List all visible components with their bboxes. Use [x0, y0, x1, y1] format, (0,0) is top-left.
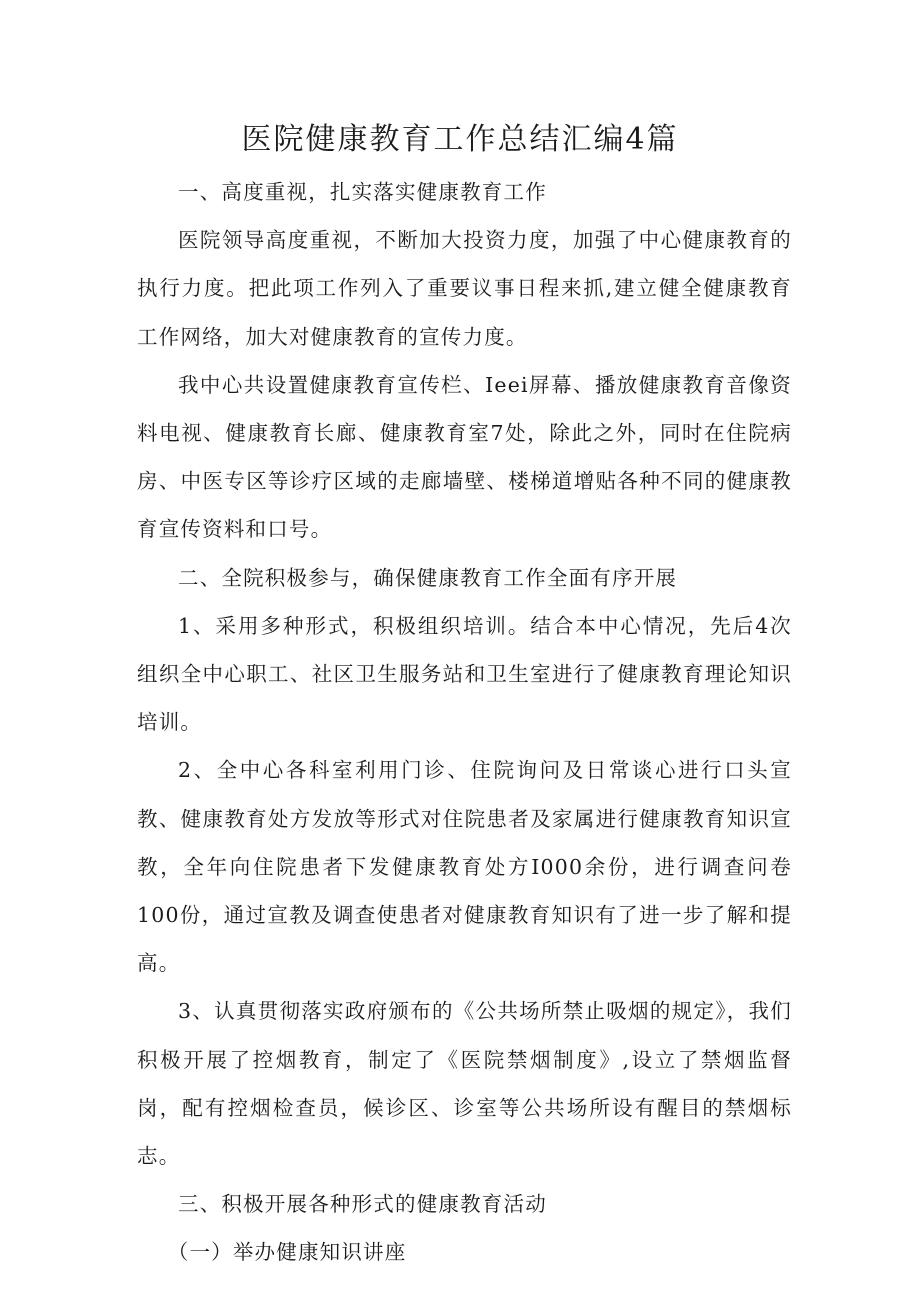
- paragraph-training: 1、采用多种形式，积极组织培训。结合本中心情况，先后4次组织全中心职工、社区卫生服务站和卫生室进行了健康教育理论知识培训。: [137, 613, 792, 735]
- document-title: 医院健康教育工作总结汇编4篇: [241, 122, 679, 157]
- paragraph-tobacco-control: 3、认真贯彻落实政府颁布的《公共场所禁止吸烟的规定》，我们积极开展了控烟教育，制定了《医院禁烟制度》,设立了禁烟监督岗，配有控烟检查员，候诊区、诊室等公共场所设有醒目的禁烟标志。: [137, 999, 792, 1169]
- subsection-heading-1: （一）举办健康知识讲座: [167, 1240, 407, 1265]
- paragraph-facilities: 我中心共设置健康教育宣传栏、Ieei屏幕、播放健康教育音像资料电视、健康教育长廊、健康教育室7处，除此之外，同时在住院病房、中医专区等诊疗区域的走廊墙壁、楼梯道增贴各种不同的健康教育宣传资料和口号。: [137, 372, 792, 542]
- paragraph-leadership: 医院领导高度重视，不断加大投资力度，加强了中心健康教育的执行力度。把此项工作列入了重要议事日程来抓,建立健全健康教育工作网络，加大对健康教育的宣传力度。: [137, 228, 792, 349]
- section-heading-1: 一、高度重视，扎实落实健康教育工作: [178, 180, 547, 204]
- section-heading-2: 二、全院积极参与，确保健康教育工作全面有序开展: [178, 565, 678, 590]
- document-body: [137, 168, 792, 1277]
- section-heading-3: 三、积极开展各种形式的健康教育活动: [178, 1192, 547, 1217]
- paragraph-outreach: 2、全中心各科室利用门诊、住院询问及日常谈心进行口头宣教、健康教育处方发放等形式对住院患者及家属进行健康教育知识宣教，全年向住院患者下发健康教育处方I000余份，进行调查问卷100份，通过宣教及调查使患者对健康教育知识有了进一步了解和提高。: [137, 758, 792, 976]
